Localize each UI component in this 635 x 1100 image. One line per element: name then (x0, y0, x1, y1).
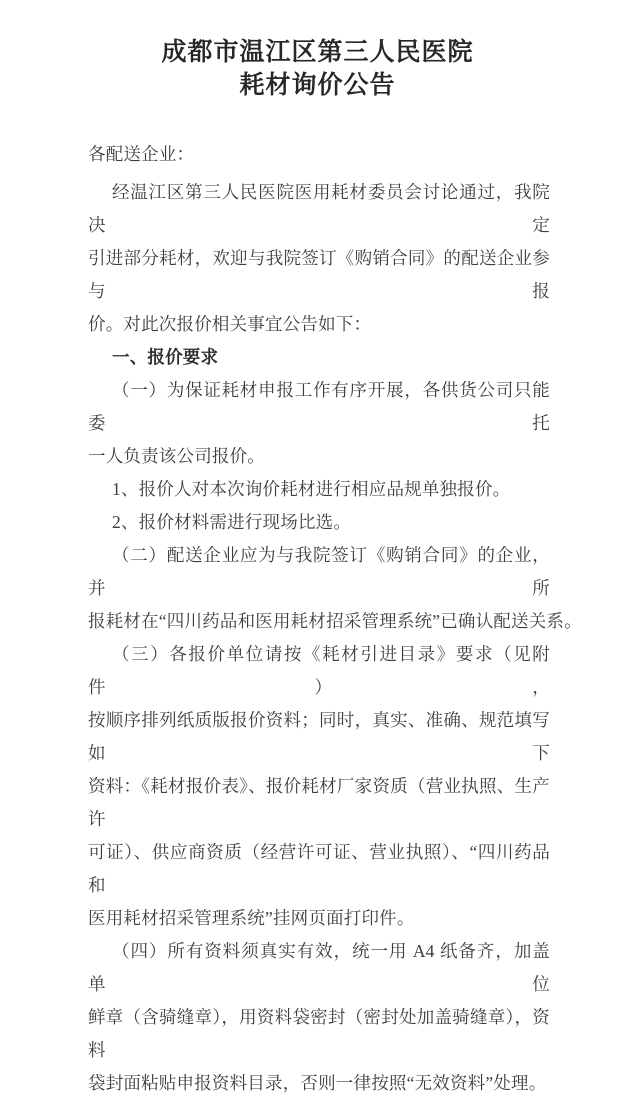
body-line: 袋封面粘贴申报资料目录，否则一律按照“无效资料”处理。 (88, 1073, 547, 1093)
salutation: 各配送企业： (88, 144, 195, 164)
section-heading: 一、报价要求 (112, 347, 219, 367)
body-line: 一人负责该公司报价。 (88, 446, 265, 466)
body-line: （三）各报价单位请按《耗材引进目录》要求（见附件）， (88, 644, 550, 697)
body-line: 引进部分耗材，欢迎与我院签订《购销合同》的配送企业参与报 (88, 248, 550, 301)
document-body (88, 138, 582, 1100)
body-line: （一）为保证耗材申报工作有序开展，各供货公司只能委托 (88, 380, 550, 433)
document-title (0, 36, 635, 102)
body-line: （四）所有资料须真实有效，统一用 A4 纸备齐，加盖单位 (88, 941, 550, 994)
body-line: 1、报价人对本次询价耗材进行相应品规单独报价。 (112, 479, 511, 499)
body-line: 经温江区第三人民医院医用耗材委员会讨论通过，我院决定 (88, 182, 550, 235)
document-title-line2: 耗材询价公告 (239, 72, 396, 99)
body-line: 医用耗材招采管理系统”挂网页面打印件。 (88, 908, 415, 928)
body-line: 2、报价材料需进行现场比选。 (112, 512, 352, 532)
body-line: 价。对此次报价相关事宜公告如下： (88, 314, 372, 334)
document-title-line1: 成都市温江区第三人民医院 (161, 39, 474, 66)
body-line: （二）配送企业应为与我院签订《购销合同》的企业，并所 (88, 545, 550, 598)
body-line: 资料：《耗材报价表》、报价耗材厂家资质（营业执照、生产许 (88, 776, 550, 829)
body-line: 按顺序排列纸质版报价资料；同时，真实、准确、规范填写如下 (88, 710, 550, 763)
body-line: 可证）、供应商资质（经营许可证、营业执照）、“四川药品和 (88, 842, 550, 895)
body-line: 鲜章（含骑缝章），用资料袋密封（密封处加盖骑缝章），资料 (88, 1007, 550, 1060)
body-line: 报耗材在“四川药品和医用耗材招采管理系统”已确认配送关系。 (88, 611, 582, 631)
